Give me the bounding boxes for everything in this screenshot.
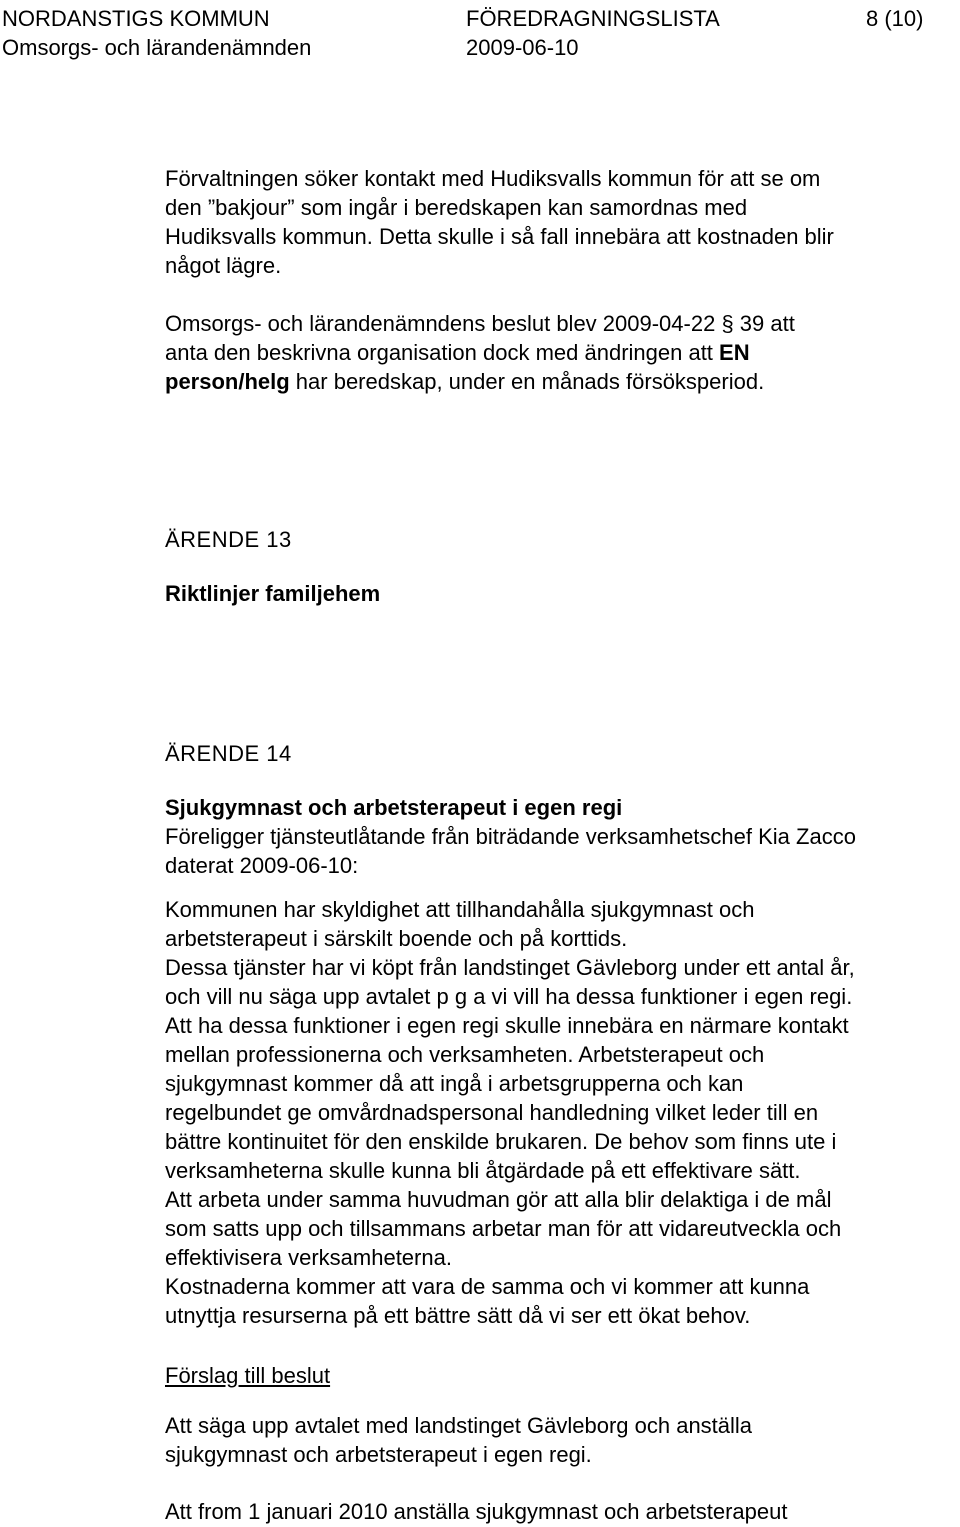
- text-line: effektivisera verksamheterna.: [165, 1245, 452, 1270]
- text-line: och vill nu säga upp avtalet p g a vi vill ha dessa funktioner i egen regi.: [165, 984, 853, 1009]
- proposal-text: [165, 1411, 752, 1469]
- text-segment: anta den beskrivna organisation dock med ändringen att: [165, 340, 720, 365]
- text-line: den ”bakjour” som ingår i beredskapen kan samordnas med: [165, 195, 748, 220]
- header-page-number: 8 (10): [866, 6, 924, 31]
- text-line: Kostnaderna kommer att vara de samma och vi kommer att kunna: [165, 1274, 810, 1299]
- header-doc-type: FÖREDRAGNINGSLISTA: [466, 6, 720, 31]
- intro-paragraph-1: [165, 164, 834, 280]
- text-segment: 39 att: [733, 311, 795, 336]
- text-line: regelbundet ge omvårdnadspersonal handledning vilket leder till en: [165, 1100, 819, 1125]
- text-line: [165, 309, 795, 338]
- text-line: Förvaltningen söker kontakt med Hudiksvalls kommun för att se om: [165, 166, 821, 191]
- text-line: som satts upp och tillsammans arbetar man för att vidareutveckla och: [165, 1216, 842, 1241]
- text-line: Kommunen har skyldighet att tillhandahålla sjukgymnast och: [165, 897, 755, 922]
- text-line: sjukgymnast kommer då att ingå i arbetsgrupperna och kan: [165, 1071, 744, 1096]
- text-line: Dessa tjänster har vi köpt från landstinget Gävleborg under ett antal år,: [165, 955, 855, 980]
- text-line: [165, 338, 795, 367]
- text-line: sjukgymnast och arbetsterapeut i egen regi.: [165, 1442, 592, 1467]
- proposal-heading: Förslag till beslut: [165, 1363, 331, 1388]
- arende-14-intro: [165, 822, 856, 880]
- header-date: 2009-06-10: [466, 35, 579, 60]
- emphasis-text: EN: [719, 340, 750, 365]
- text-line: Att säga upp avtalet med landstinget Gävleborg och anställa: [165, 1413, 753, 1438]
- header-org: NORDANSTIGS KOMMUN: [2, 6, 270, 31]
- arende-14-title: Sjukgymnast och arbetsterapeut i egen regi: [165, 795, 623, 820]
- text-line: [165, 367, 795, 396]
- section-sign: §: [721, 311, 734, 336]
- proposal-last-line: Att from 1 januari 2010 anställa sjukgymnast och arbetsterapeut: [165, 1499, 788, 1524]
- text-line: Föreligger tjänsteutlåtande från biträdande verksamhetschef Kia Zacco: [165, 824, 856, 849]
- text-segment: Omsorgs- och lärandenämndens beslut blev 2009-04-22: [165, 311, 722, 336]
- text-line: utnyttja resurserna på ett bättre sätt då vi ser ett ökat behov.: [165, 1303, 751, 1328]
- text-line: arbetsterapeut i särskilt boende och på korttids.: [165, 926, 628, 951]
- arende-13-label: ÄRENDE 13: [165, 527, 292, 552]
- text-line: bättre kontinuitet för den enskilde brukaren. De behov som finns ute i: [165, 1129, 837, 1154]
- header-committee: Omsorgs- och lärandenämnden: [2, 35, 312, 60]
- arende-14-body: [165, 895, 855, 1330]
- text-line: Att ha dessa funktioner i egen regi skulle innebära en närmare kontakt: [165, 1013, 849, 1038]
- text-segment: har beredskap, under en månads försöksperiod.: [289, 369, 765, 394]
- text-line: något lägre.: [165, 253, 282, 278]
- text-line: Att arbeta under samma huvudman gör att alla blir delaktiga i de mål: [165, 1187, 832, 1212]
- arende-13-title: Riktlinjer familjehem: [165, 581, 381, 606]
- text-line: mellan professionerna och verksamheten. Arbetsterapeut och: [165, 1042, 765, 1067]
- text-line: daterat 2009-06-10:: [165, 853, 359, 878]
- text-line: verksamheterna skulle kunna bli åtgärdade på ett effektivare sätt.: [165, 1158, 801, 1183]
- intro-paragraph-2: [165, 309, 795, 396]
- text-line: Hudiksvalls kommun. Detta skulle i så fall innebära att kostnaden blir: [165, 224, 834, 249]
- arende-14-label: ÄRENDE 14: [165, 741, 292, 766]
- emphasis-text: person/helg: [165, 369, 290, 394]
